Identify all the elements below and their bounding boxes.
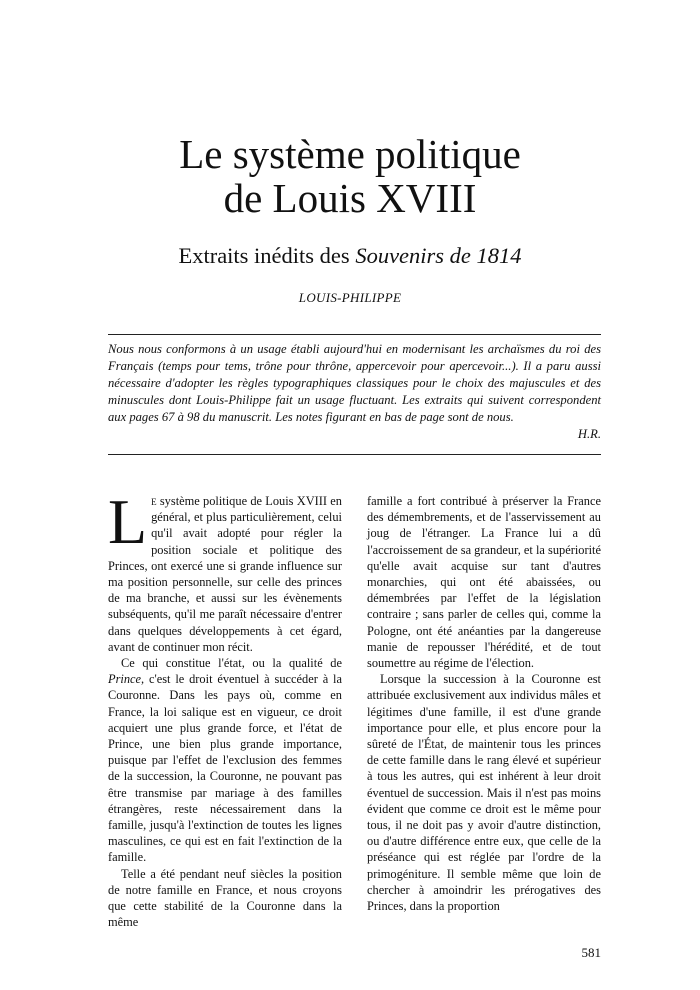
editor-signature: H.R. xyxy=(577,427,601,441)
paragraph-2-italic: Prince, xyxy=(108,672,145,687)
subtitle-italic: Souvenirs de 1814 xyxy=(355,243,522,268)
title-line-1: Le système politique xyxy=(179,131,521,177)
editor-note-text: Nous nous conformons à un usage établi aujourd'hui en modernisant les archaïsmes du roi des Français (temps pour tems, trône pour thrône, appercevoir pour apercevoir...). Il a paru aussi nécessaire d'adopter les règles typographiques classiques pour le choix des majuscules et des minuscules dont Louis-Philippe fait un usage fluctuant. Les extraits qui suivent correspondent aux pages 67 à 98 du manuscrit. Les notes figurant en bas de page sont de nous. xyxy=(108,342,601,424)
body-column-left xyxy=(108,486,342,930)
paragraph-4: Lorsque la succession à la Couronne est attribuée exclusivement aux individus mâles et légitimes d'une famille, il est d'une grande importance pour elle, et plus encore pour la sûreté de l'État, de maintenir tous les princes de cette famille dans le rang élevé et supérieur à tous les autres, qui est inhérent à leur droit éventuel de succession. Mais il n'est pas moins évident que comme ce droit est le même pour tous, il ne doit pas y avoir d'autre distinction, ou d'autre différence entre eux, que celle de la préséance qui est réglée par l'ordre de la primogéniture. Il semble même que loin de chercher à amoindrir les prérogatives des Princes, dans la proportion xyxy=(367,672,601,914)
paragraph-2-end: c'est le droit éventuel à succéder à la Couronne. Dans les pays où, comme en France, la loi salique est en vigueur, ce droit acquiert une plus grande force, et l'état de Prince, une bien plus grande importance, puisque par l'effet de l'exclusion des femmes de la succession, la Couronne, ne pouvant pas être transmise par mariage à des familles étrangères, reste nécessairement dans la famille, jusqu'à l'extinction de toutes les lignes masculines, ce qui est en fait l'extinction de la famille. xyxy=(108,672,342,865)
drop-cap-rest: e xyxy=(151,494,157,508)
author-name: LOUIS-PHILIPPE xyxy=(298,290,402,305)
bottom-rule xyxy=(108,454,601,455)
paragraph-2 xyxy=(108,655,342,866)
page-number: 581 xyxy=(581,945,601,960)
editor-note xyxy=(108,341,601,426)
paragraph-3-continued: famille a fort contribué à préserver la France des démembrements, et de l'asservissement au joug de l'étranger. La France lui a dû l'accroissement de sa grandeur, et la supériorité qu'elle avait acquise sur tant d'autres monarchies, qui ont été abaissées, ou démembrées par l'effet de la législation contraire ; sans parler de celles qui, comme la Pologne, ont été anéanties par la dangereuse manie de repousser l'hérédité, et de tout soumettre au régime de l'élection. xyxy=(367,494,601,671)
top-rule xyxy=(108,334,601,335)
paragraph-1-text: système politique de Louis XVIII en général, et plus particulièrement, celui qu'il avait adopté pour régler la position sociale et politique des Princes, ont exercé une si grande influence sur ma position personnelle, sur celle des princes de ma branche, et aussi sur les évènements subséquents, qu'il me paraît nécessaire d'entrer dans quelques développements à cet égard, avant de continuer mon récit. xyxy=(108,494,342,654)
paragraph-1 xyxy=(108,486,342,655)
drop-cap: L xyxy=(108,486,148,557)
title-line-2: de Louis XVIII xyxy=(223,175,477,221)
article-subtitle xyxy=(90,242,610,270)
paragraph-2-start: Ce qui constitue l'état, ou la qualité de xyxy=(121,656,342,671)
body-column-right xyxy=(367,493,601,914)
paragraph-3: Telle a été pendant neuf siècles la position de notre famille en France, et nous croyons que cette stabilité de la Couronne dans la même xyxy=(108,866,342,930)
article-title xyxy=(90,132,610,220)
subtitle-prefix: Extraits inédits des xyxy=(178,243,356,268)
